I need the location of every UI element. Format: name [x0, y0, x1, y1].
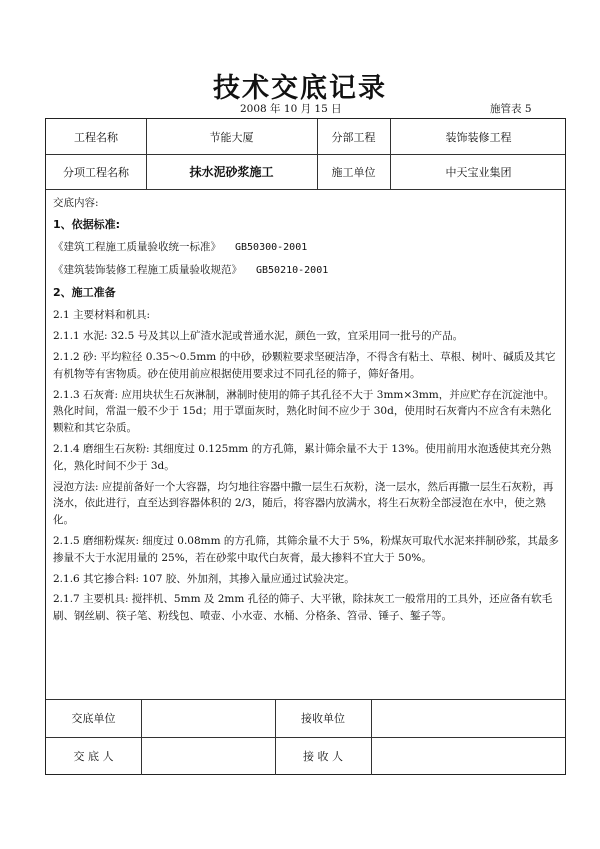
standard-item	[53, 239, 559, 256]
receiving-unit-value	[371, 699, 567, 737]
receiving-unit-label: 接收单位	[301, 712, 345, 725]
standard-code: GB50300-2001	[235, 242, 308, 254]
content-paragraph: 2.1 主要材料和机具:	[53, 309, 151, 322]
discloser-value	[141, 737, 275, 775]
section-heading: 2、施工准备	[53, 286, 116, 300]
content-label: 交底内容:	[53, 197, 99, 209]
section-heading: 1、依据标准:	[53, 218, 121, 232]
project-name-value: 节能大厦	[209, 130, 254, 144]
content-paragraph: 2.1.5 磨细粉煤灰: 细度过 0.08mm 的方孔筛，其筛余量不大于 5%，粉煤灰可取代水泥来拌制砂浆，其最多掺量不大于水泥用量的 25%，若在砂浆中取代白灰膏，最大掺料不宜大于 50%。	[53, 534, 559, 564]
record-table	[45, 118, 566, 775]
discloser-label: 交 底 人	[73, 750, 114, 763]
disclosure-content	[53, 195, 559, 629]
receiver-value	[371, 737, 567, 775]
contractor-value: 中天宝业集团	[445, 165, 512, 179]
content-paragraph: 2.1.1 水泥: 32.5 号及其以上矿渣水泥或普通水泥，颜色一致，宜采用同一批号的产品。	[53, 330, 464, 343]
subitem-value: 抹水泥砂浆施工	[189, 165, 274, 179]
form-code: 施管表 5	[490, 103, 532, 115]
content-paragraph: 2.1.2 砂: 平均粒径 0.35～0.5mm 的中砂，砂颗粒要求坚硬洁净，不得含有粘土、草根、树叶、碱质及其它有机物等有害物质。砂在使用前应根据使用要求过不同孔径的筛子，筛好备用。	[53, 350, 556, 380]
content-paragraph: 2.1.7 主要机具: 搅拌机、5mm 及 2mm 孔径的筛子、大平锹，除抹灰工一般常用的工具外，还应备有软毛刷、钢丝刷、筷子笔、粉线包、喷壶、小水壶、水桶、分格条、笤帚、锤子、錾子等。	[53, 593, 553, 623]
standard-code: GB50210-2001	[256, 264, 329, 276]
document-title: 技术交底记录	[213, 73, 387, 104]
row-divider	[46, 189, 565, 190]
division-label: 分部工程	[331, 130, 376, 144]
standard-name: 《建筑装饰装修工程施工质量验收规范》	[53, 263, 242, 276]
contractor-label: 施工单位	[331, 165, 376, 179]
content-paragraph: 2.1.4 磨细生石灰粉: 其细度过 0.125mm 的方孔筛，累计筛余量不大于 13%。使用前用水泡透使其充分熟化，熟化时间不少于 3d。	[53, 442, 552, 472]
disclosing-unit-value	[141, 699, 275, 737]
content-paragraph: 2.1.3 石灰膏: 应用块状生石灰淋制，淋制时使用的筛子其孔径不大于 3mm×3mm，并应贮存在沉淀池中。熟化时间，常温一般不少于 15d；用于罩面灰时，熟化时间不应少于 30d，使用时石灰膏内不应含有未熟化颗粒和其它杂质。	[53, 388, 555, 435]
document-date: 2008 年 10 月 15 日	[240, 103, 342, 115]
standard-item	[53, 262, 559, 279]
content-paragraph: 2.1.6 其它掺合料: 107 胶、外加剂，其掺入量应通过试验决定。	[53, 572, 355, 585]
content-paragraph: 浸泡方法: 应提前备好一个大容器，均匀地往容器中撒一层生石灰粉，浇一层水，然后再撒一层生石灰粉，再浇水，依此进行，直至达到容器体积的 2/3，随后，将容器内放满水，将生石灰粉全部浸泡在水中，使之熟化。	[53, 480, 554, 527]
project-name-label: 工程名称	[74, 130, 118, 144]
disclosing-unit-label: 交底单位	[71, 712, 116, 725]
subitem-label: 分项工程名称	[63, 165, 129, 179]
division-value: 装饰装修工程	[445, 130, 512, 144]
receiver-label: 接 收 人	[303, 750, 343, 763]
standard-name: 《建筑工程施工质量验收统一标准》	[53, 241, 221, 254]
